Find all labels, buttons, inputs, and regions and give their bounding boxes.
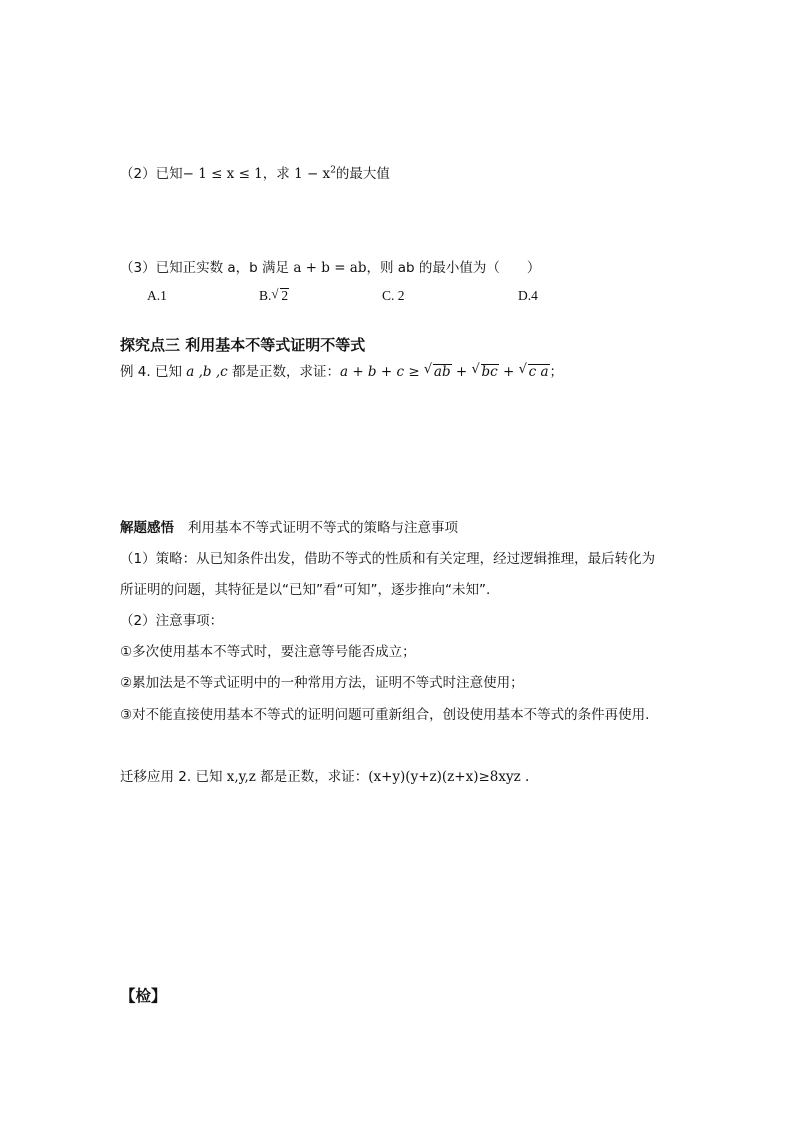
- q2-expression: 1 − x: [294, 166, 331, 182]
- ex4-plus-1: +: [451, 364, 472, 380]
- option-b-radicand: 2: [281, 288, 289, 303]
- ex4-radicand-ab: ab: [433, 364, 451, 380]
- insight-label: 解题感悟: [120, 520, 174, 536]
- question-3: [120, 256, 540, 276]
- option-a: A.1: [147, 288, 167, 303]
- insight-note-3: ③对不能直接使用基本不等式的证明问题可重新组合，创设使用基本不等式的条件再使用.: [120, 707, 650, 723]
- ex4-prefix: 例 4. 已知: [120, 364, 187, 380]
- q2-mid: ，求: [262, 166, 295, 182]
- check-heading: 【检】: [120, 987, 167, 1005]
- ex4-radicand-bc: bc: [481, 364, 498, 380]
- option-d: D.4: [518, 288, 538, 303]
- q3-suffix: ，则 ab 的最小值为（ ）: [366, 260, 541, 276]
- transfer-mid: 都是正数，求证：: [255, 769, 369, 785]
- ex4-sqrt-ab: √ ab: [423, 362, 451, 380]
- q2-suffix: 的最大值: [335, 166, 390, 182]
- option-b: [259, 288, 289, 304]
- insight-strategy-line-2: 所证明的问题，其特征是以“已知”看“可知”，逐步推向“未知”.: [120, 582, 491, 598]
- ex4-sqrt-ca: √ c a: [518, 362, 549, 380]
- ex4-end: ；: [549, 364, 564, 380]
- transfer-vars: x,y,z: [226, 769, 256, 785]
- option-b-sqrt: √ 2: [271, 286, 289, 303]
- transfer-expression: (x+y)(y+z)(z+x)≥8xyz .: [368, 769, 530, 785]
- example-4: [120, 360, 563, 380]
- transfer-prefix: 迁移应用 2. 已知: [120, 769, 227, 785]
- option-b-label: B.: [259, 288, 272, 303]
- insight-notes-heading: （2）注意事项：: [120, 613, 224, 629]
- transfer-2: [120, 765, 529, 785]
- ex4-radicand-ca: c a: [528, 364, 549, 380]
- insight-note-1: ①多次使用基本不等式时，要注意等号能否成立；: [120, 644, 416, 660]
- insight-heading: [120, 516, 458, 536]
- ex4-mid: 都是正数，求证：: [227, 364, 340, 380]
- q2-condition: − 1 ≤ x ≤ 1: [182, 166, 263, 182]
- q3-condition: a + b = ab: [293, 260, 367, 276]
- ex4-vars: a ,b ,c: [186, 364, 228, 380]
- option-c: C. 2: [382, 288, 405, 303]
- insight-note-2: ②累加法是不等式证明中的一种常用方法，证明不等式时注意使用；: [120, 675, 524, 691]
- ex4-sqrt-bc: √ bc: [471, 362, 498, 380]
- insight-strategy-line-1: （1）策略：从已知条件出发，借助不等式的性质和有关定理，经过逻辑推理，最后转化为: [120, 551, 656, 567]
- section-3-title: 探究点三 利用基本不等式证明不等式: [120, 336, 366, 354]
- insight-title: 利用基本不等式证明不等式的策略与注意事项: [188, 520, 458, 536]
- question-2: [120, 162, 390, 182]
- q3-prefix: （3）已知正实数 a，b 满足: [120, 260, 294, 276]
- q2-exponent: 2: [330, 165, 336, 176]
- ex4-lhs: a + b + c ≥: [339, 364, 424, 380]
- ex4-plus-2: +: [498, 364, 519, 380]
- q2-prefix: （2）已知: [120, 166, 183, 182]
